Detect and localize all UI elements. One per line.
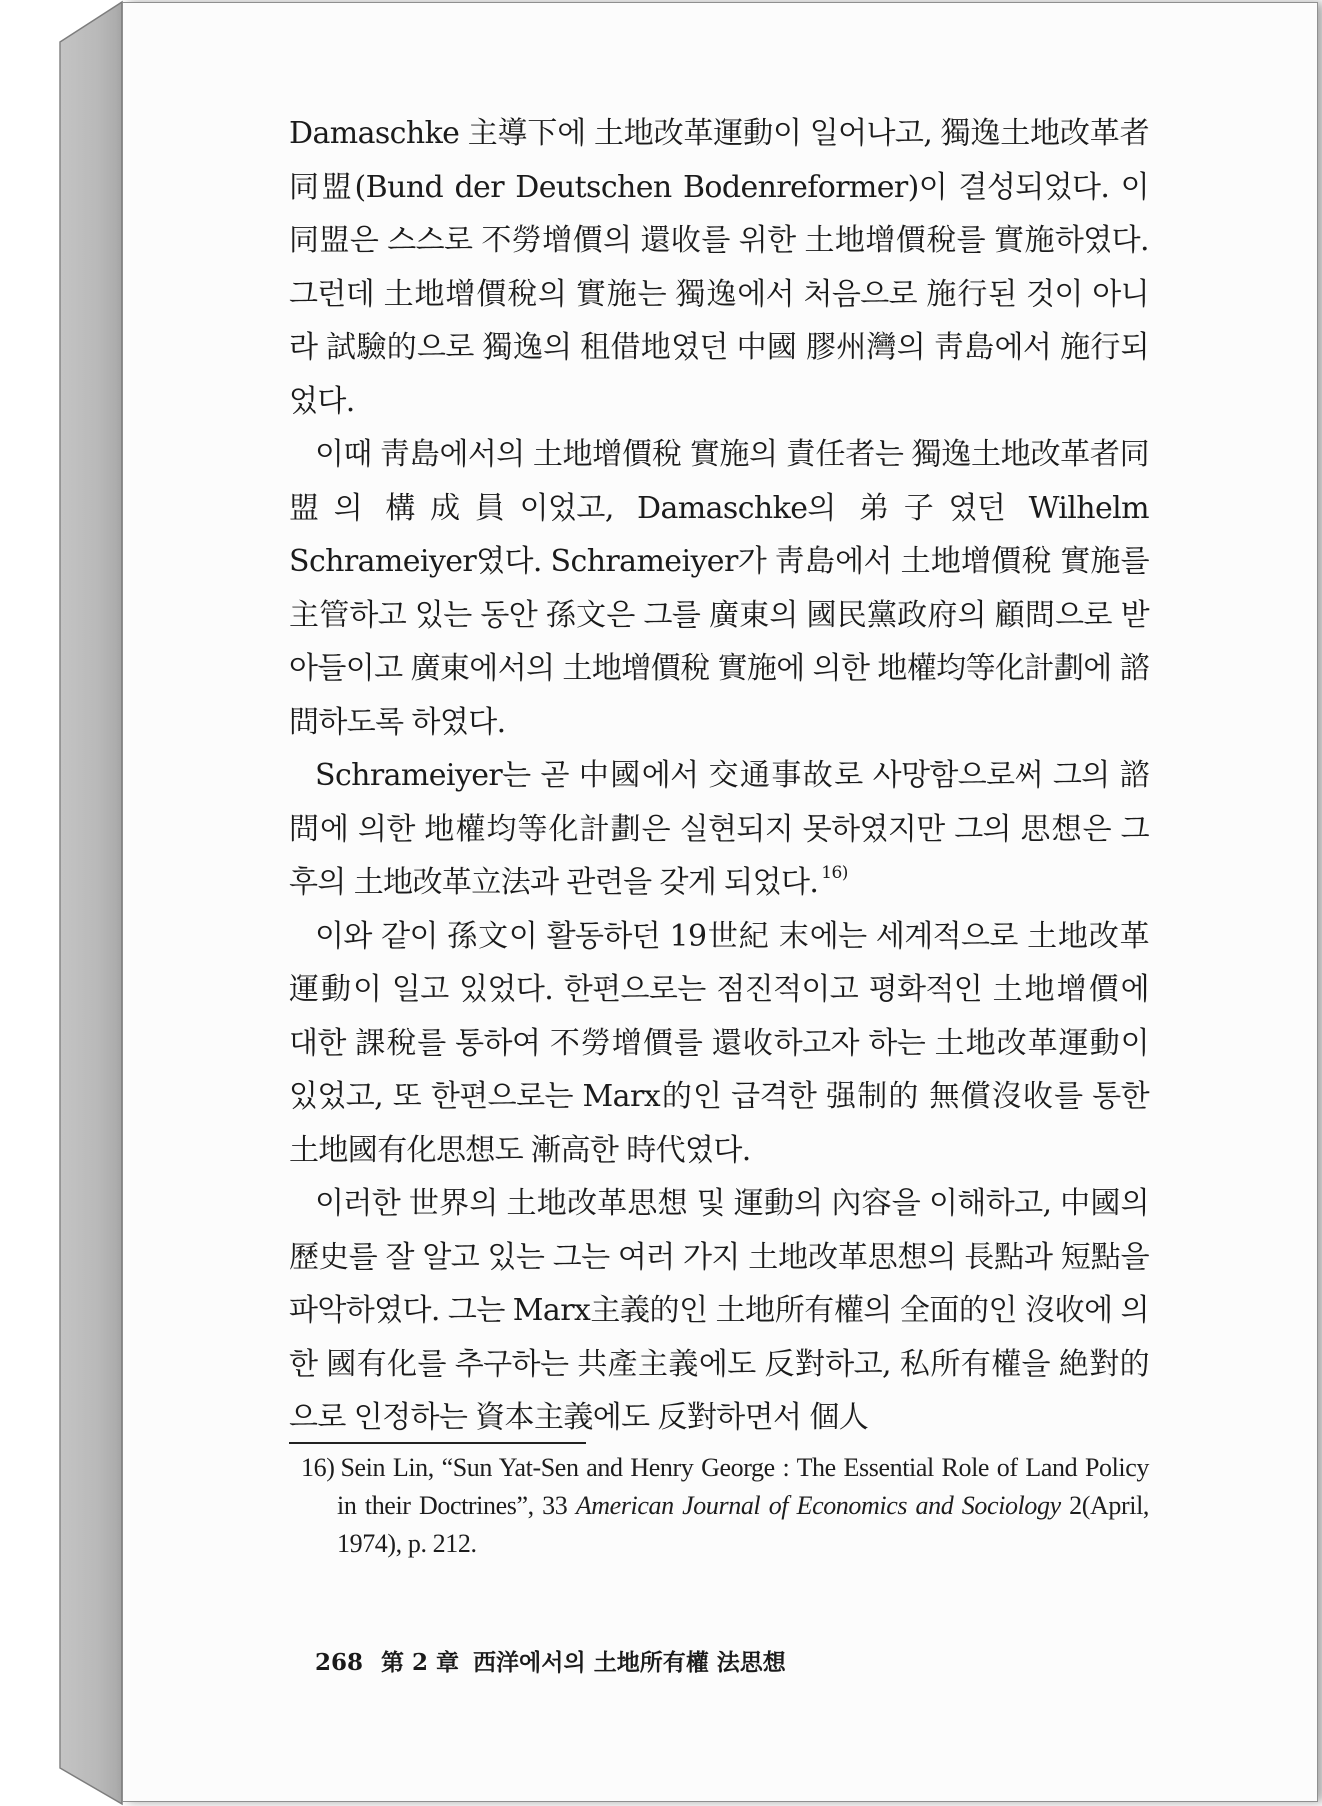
chapter-label: 第 2 章 <box>381 1649 460 1676</box>
paragraph-3 <box>289 749 1149 910</box>
book-spine <box>0 0 130 1806</box>
paragraph-4: 이와 같이 孫文이 활동하던 19世紀 末에는 세계적으로 土地改革運動이 일고 있었다. 한편으로는 점진적이고 평화적인 土地增價에 대한 課稅를 통하여 不勞增價를 還收하고자 하는 土地改革運動이 있었고, 또 한편으로는 Marx的인 급격한 强制的 無償沒收를 통한 土地國有化思想도 漸高한 時代였다. <box>289 918 1149 1168</box>
paragraph-3-text: Schrameiyer는 곧 中國에서 交通事故로 사망함으로써 그의 諮問에 의한 地權均等化計劃은 실현되지 못하였지만 그의 思想은 그후의 土地改革立法과 관련을 갖게 되었다. <box>289 758 1149 900</box>
footnote-text-after: 2(April, 1974), p. 212. <box>337 1491 1149 1558</box>
chapter-title: 西洋에서의 土地所有權 法思想 <box>473 1649 786 1676</box>
running-footer <box>315 1644 786 1677</box>
body-text <box>289 107 1149 1445</box>
footnote-divider <box>289 1442 586 1444</box>
footnote-content <box>301 1449 1149 1563</box>
paragraph-5: 이러한 世界의 土地改革思想 및 運動의 內容을 이해하고, 中國의 歷史를 잘 알고 있는 그는 여러 가지 土地改革思想의 長點과 短點을 파악하였다. 그는 Marx主義的인 土地所有權의 全面的인 沒收에 의한 國有化를 추구하는 共產主義에도 反對하고, 私所有權을 絶對的으로 인정하는 資本主義에도 反對하면서 個人 <box>289 1186 1149 1435</box>
paragraph-2: 이때 靑島에서의 土地增價稅 實施의 責任者는 獨逸土地改革者同盟의 構成員이었고, Damaschke의 弟子였던 Wilhelm Schrameiyer였다. Schrameiyer가 靑島에서 土地增價稅 實施를 主管하고 있는 동안 孫文은 그를 廣東의 國民黨政府의 顧問으로 받아들이고 廣東에서의 土地增價稅 實施에 의한 地權均等化計劃에 諮問하도록 하였다. <box>289 437 1149 740</box>
paragraph-1: Damaschke 主導下에 土地改革運動이 일어나고, 獨逸土地改革者同盟(Bund der Deutschen Bodenreformer)이 결성되었다. 이 同盟은 스스로 不勞增價의 還收를 위한 土地增價稅를 實施하였다. 그런데 土地增價稅의 實施는 獨逸에서 처음으로 施行된 것이 아니라 試驗的으로 獨逸의 租借地였던 中國 膠州灣의 靑島에서 施行되었다. <box>289 116 1149 419</box>
footnote-text-before: Sein Lin, “Sun Yat-Sen and Henry George : The Essential Role of Land Policy in their Doctrines”, 33 <box>337 1453 1149 1520</box>
footnote <box>301 1449 1149 1563</box>
footnote-reference[interactable]: 16) <box>821 863 848 883</box>
book-page <box>122 2 1318 1802</box>
page-number: 268 <box>315 1649 364 1676</box>
footnote-journal-title: American Journal of Economics and Sociology <box>575 1491 1061 1520</box>
footnote-number: 16) <box>301 1453 335 1482</box>
